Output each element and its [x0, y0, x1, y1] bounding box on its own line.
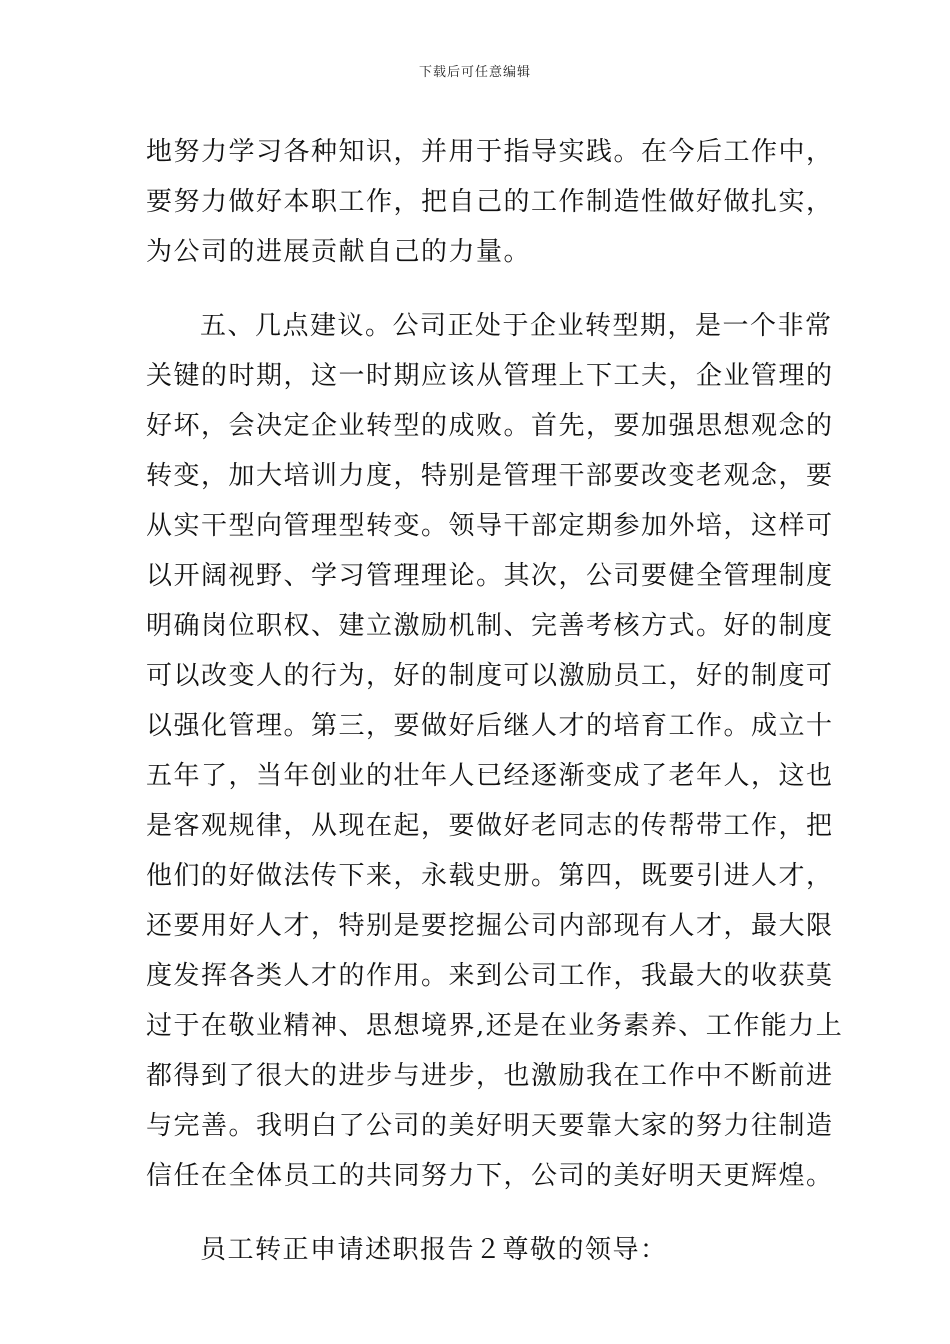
paragraph-continuation [146, 127, 834, 277]
text-line: 与完善。我明白了公司的美好明天要靠大家的努力往制造 [146, 1111, 834, 1141]
document-body [146, 127, 844, 1275]
text-line: 五年了，当年创业的壮年人已经逐渐变成了老年人，这也 [146, 761, 834, 791]
text-line: 度发挥各类人才的作用。来到公司工作，我最大的收获莫 [146, 961, 834, 991]
text-line: 过于在敬业精神、思想境界,还是在业务素养、工作能力上 [146, 1011, 844, 1041]
page-header: 下载后可任意编辑 [418, 65, 531, 80]
paragraph-suggestions [146, 301, 844, 1201]
text-line: 以强化管理。第三，要做好后继人才的培育工作。成立十 [146, 711, 834, 741]
text-line: 信任在全体员工的共同努力下，公司的美好明天更辉煌。 [146, 1161, 834, 1191]
text-line: 还要用好人才，特别是要挖掘公司内部现有人才，最大限 [146, 911, 834, 941]
text-line: 关键的时期，这一时期应该从管理上下工夫，企业管理的 [146, 361, 834, 391]
text-line: 五、几点建议。公司正处于企业转型期，是一个非常 [200, 311, 833, 341]
text-line: 以开阔视野、学习管理理论。其次，公司要健全管理制度 [146, 561, 834, 591]
text-line: 好坏，会决定企业转型的成败。首先，要加强思想观念的 [146, 411, 834, 441]
text-line: 是客观规律，从现在起，要做好老同志的传帮带工作，把 [146, 811, 834, 841]
text-line: 可以改变人的行为，好的制度可以激励员工，好的制度可 [146, 661, 834, 691]
paragraph-report-title [146, 1225, 806, 1275]
text-line: 要努力做好本职工作，把自己的工作制造性做好做扎实， [146, 187, 834, 217]
text-line: 从实干型向管理型转变。领导干部定期参加外培，这样可 [146, 511, 834, 541]
text-line: 都得到了很大的进步与进步，也激励我在工作中不断前进 [146, 1061, 834, 1091]
text-line: 员工转正申请述职报告２尊敬的领导： [200, 1235, 668, 1265]
text-line: 他们的好做法传下来，永载史册。第四，既要引进人才， [146, 861, 834, 891]
text-line: 为公司的进展贡献自己的力量。 [146, 237, 532, 267]
text-line: 明确岗位职权、建立激励机制、完善考核方式。好的制度 [146, 611, 834, 641]
text-line: 转变，加大培训力度，特别是管理干部要改变老观念，要 [146, 461, 834, 491]
text-line: 地努力学习各种知识，并用于指导实践。在今后工作中， [146, 137, 834, 167]
